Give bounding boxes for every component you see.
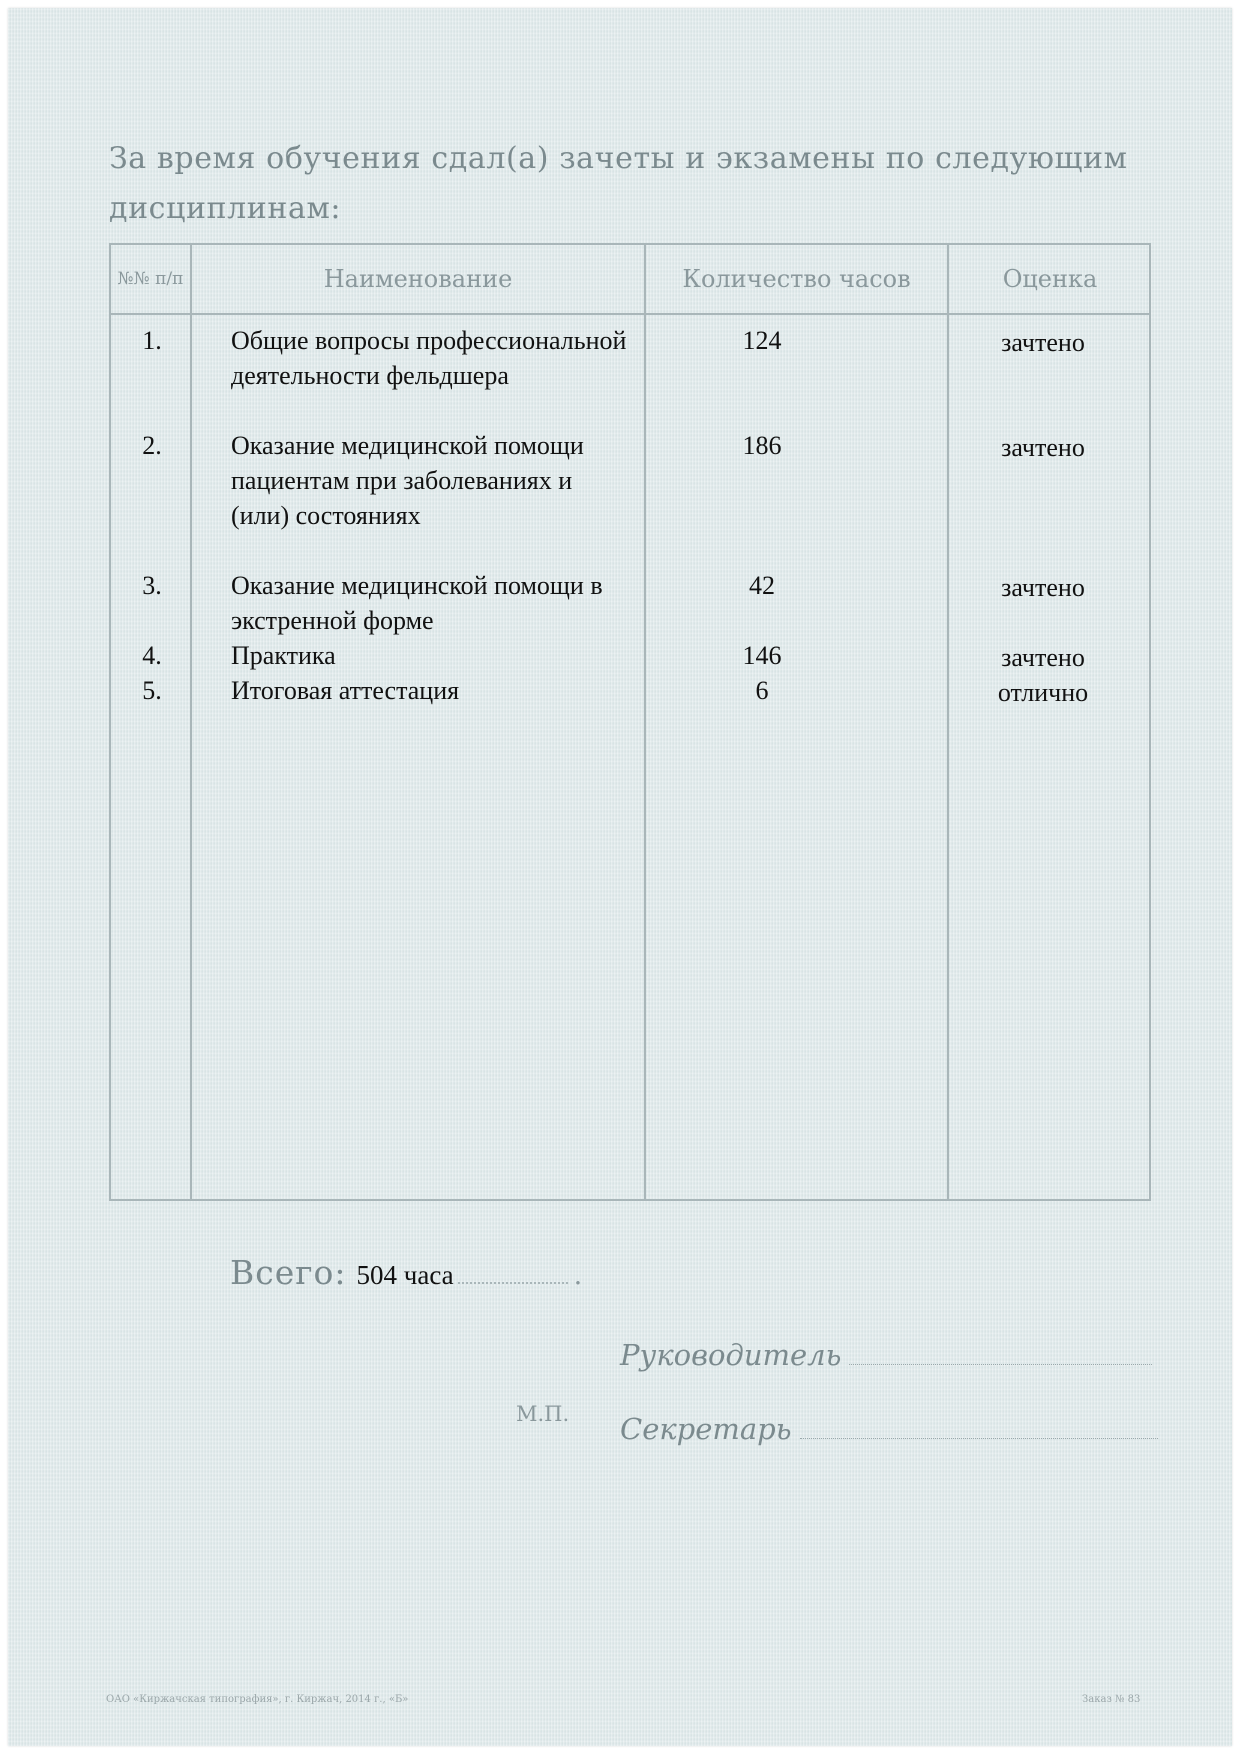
header-hours: Количество часов <box>682 265 911 293</box>
subject-hours: 6 <box>755 676 769 705</box>
subject-name: Оказание медицинской помощи в экстренной форме <box>231 571 603 635</box>
subject-name: Общие вопросы профессиональной деятельности фельдшера <box>231 326 627 390</box>
secretary-signature <box>620 1412 1158 1446</box>
subjects-table <box>109 243 1151 1201</box>
secretary-signature-line <box>800 1436 1158 1439</box>
table-row <box>111 673 1149 708</box>
table-row <box>111 428 1149 568</box>
table-row <box>111 638 1149 673</box>
diploma-page <box>8 8 1232 1746</box>
total-hours: 504 часа <box>356 1260 454 1290</box>
row-number: 2. <box>142 431 162 460</box>
subject-grade: зачтено <box>1001 328 1085 357</box>
total-line <box>230 1253 582 1292</box>
row-number: 1. <box>142 326 162 355</box>
header-name: Наименование <box>323 265 513 293</box>
header-num: №№ п/п <box>117 269 184 289</box>
subject-name: Практика <box>231 641 336 670</box>
total-period: . <box>573 1260 583 1291</box>
director-label: Руководитель <box>620 1338 842 1372</box>
table-body <box>111 323 1149 708</box>
header-divider <box>111 313 1149 315</box>
subject-grade: зачтено <box>1001 643 1085 672</box>
subject-hours: 186 <box>742 431 782 460</box>
total-label: Всего: <box>230 1253 347 1292</box>
table-row <box>111 568 1149 638</box>
director-signature <box>620 1338 1152 1372</box>
stamp-place: М.П. <box>516 1402 570 1426</box>
header-grade: Оценка <box>1002 265 1098 293</box>
printer-imprint: ОАО «Киржачская типография», г. Киржач, 2014 г., «Б» <box>106 1694 409 1705</box>
subject-grade: отлично <box>997 678 1089 707</box>
subject-hours: 146 <box>742 641 782 670</box>
table-row <box>111 323 1149 428</box>
subject-grade: зачтено <box>1001 433 1085 462</box>
subject-grade: зачтено <box>1001 573 1085 602</box>
subject-name: Итоговая аттестация <box>231 676 460 705</box>
row-number: 3. <box>142 571 162 600</box>
page-heading: За время обучения сдал(а) зачеты и экзамены по следующим дисциплинам: <box>109 141 1128 226</box>
total-dotted-line <box>458 1278 568 1284</box>
subject-hours: 124 <box>742 326 782 355</box>
row-number: 4. <box>142 641 162 670</box>
subject-name: Оказание медицинской помощи пациентам при заболеваниях и (или) состояниях <box>231 431 584 530</box>
row-number: 5. <box>142 676 162 705</box>
subject-hours: 42 <box>749 571 775 600</box>
order-number: Заказ № 83 <box>1082 1694 1141 1705</box>
director-signature-line <box>849 1362 1152 1365</box>
secretary-label: Секретарь <box>620 1412 792 1446</box>
